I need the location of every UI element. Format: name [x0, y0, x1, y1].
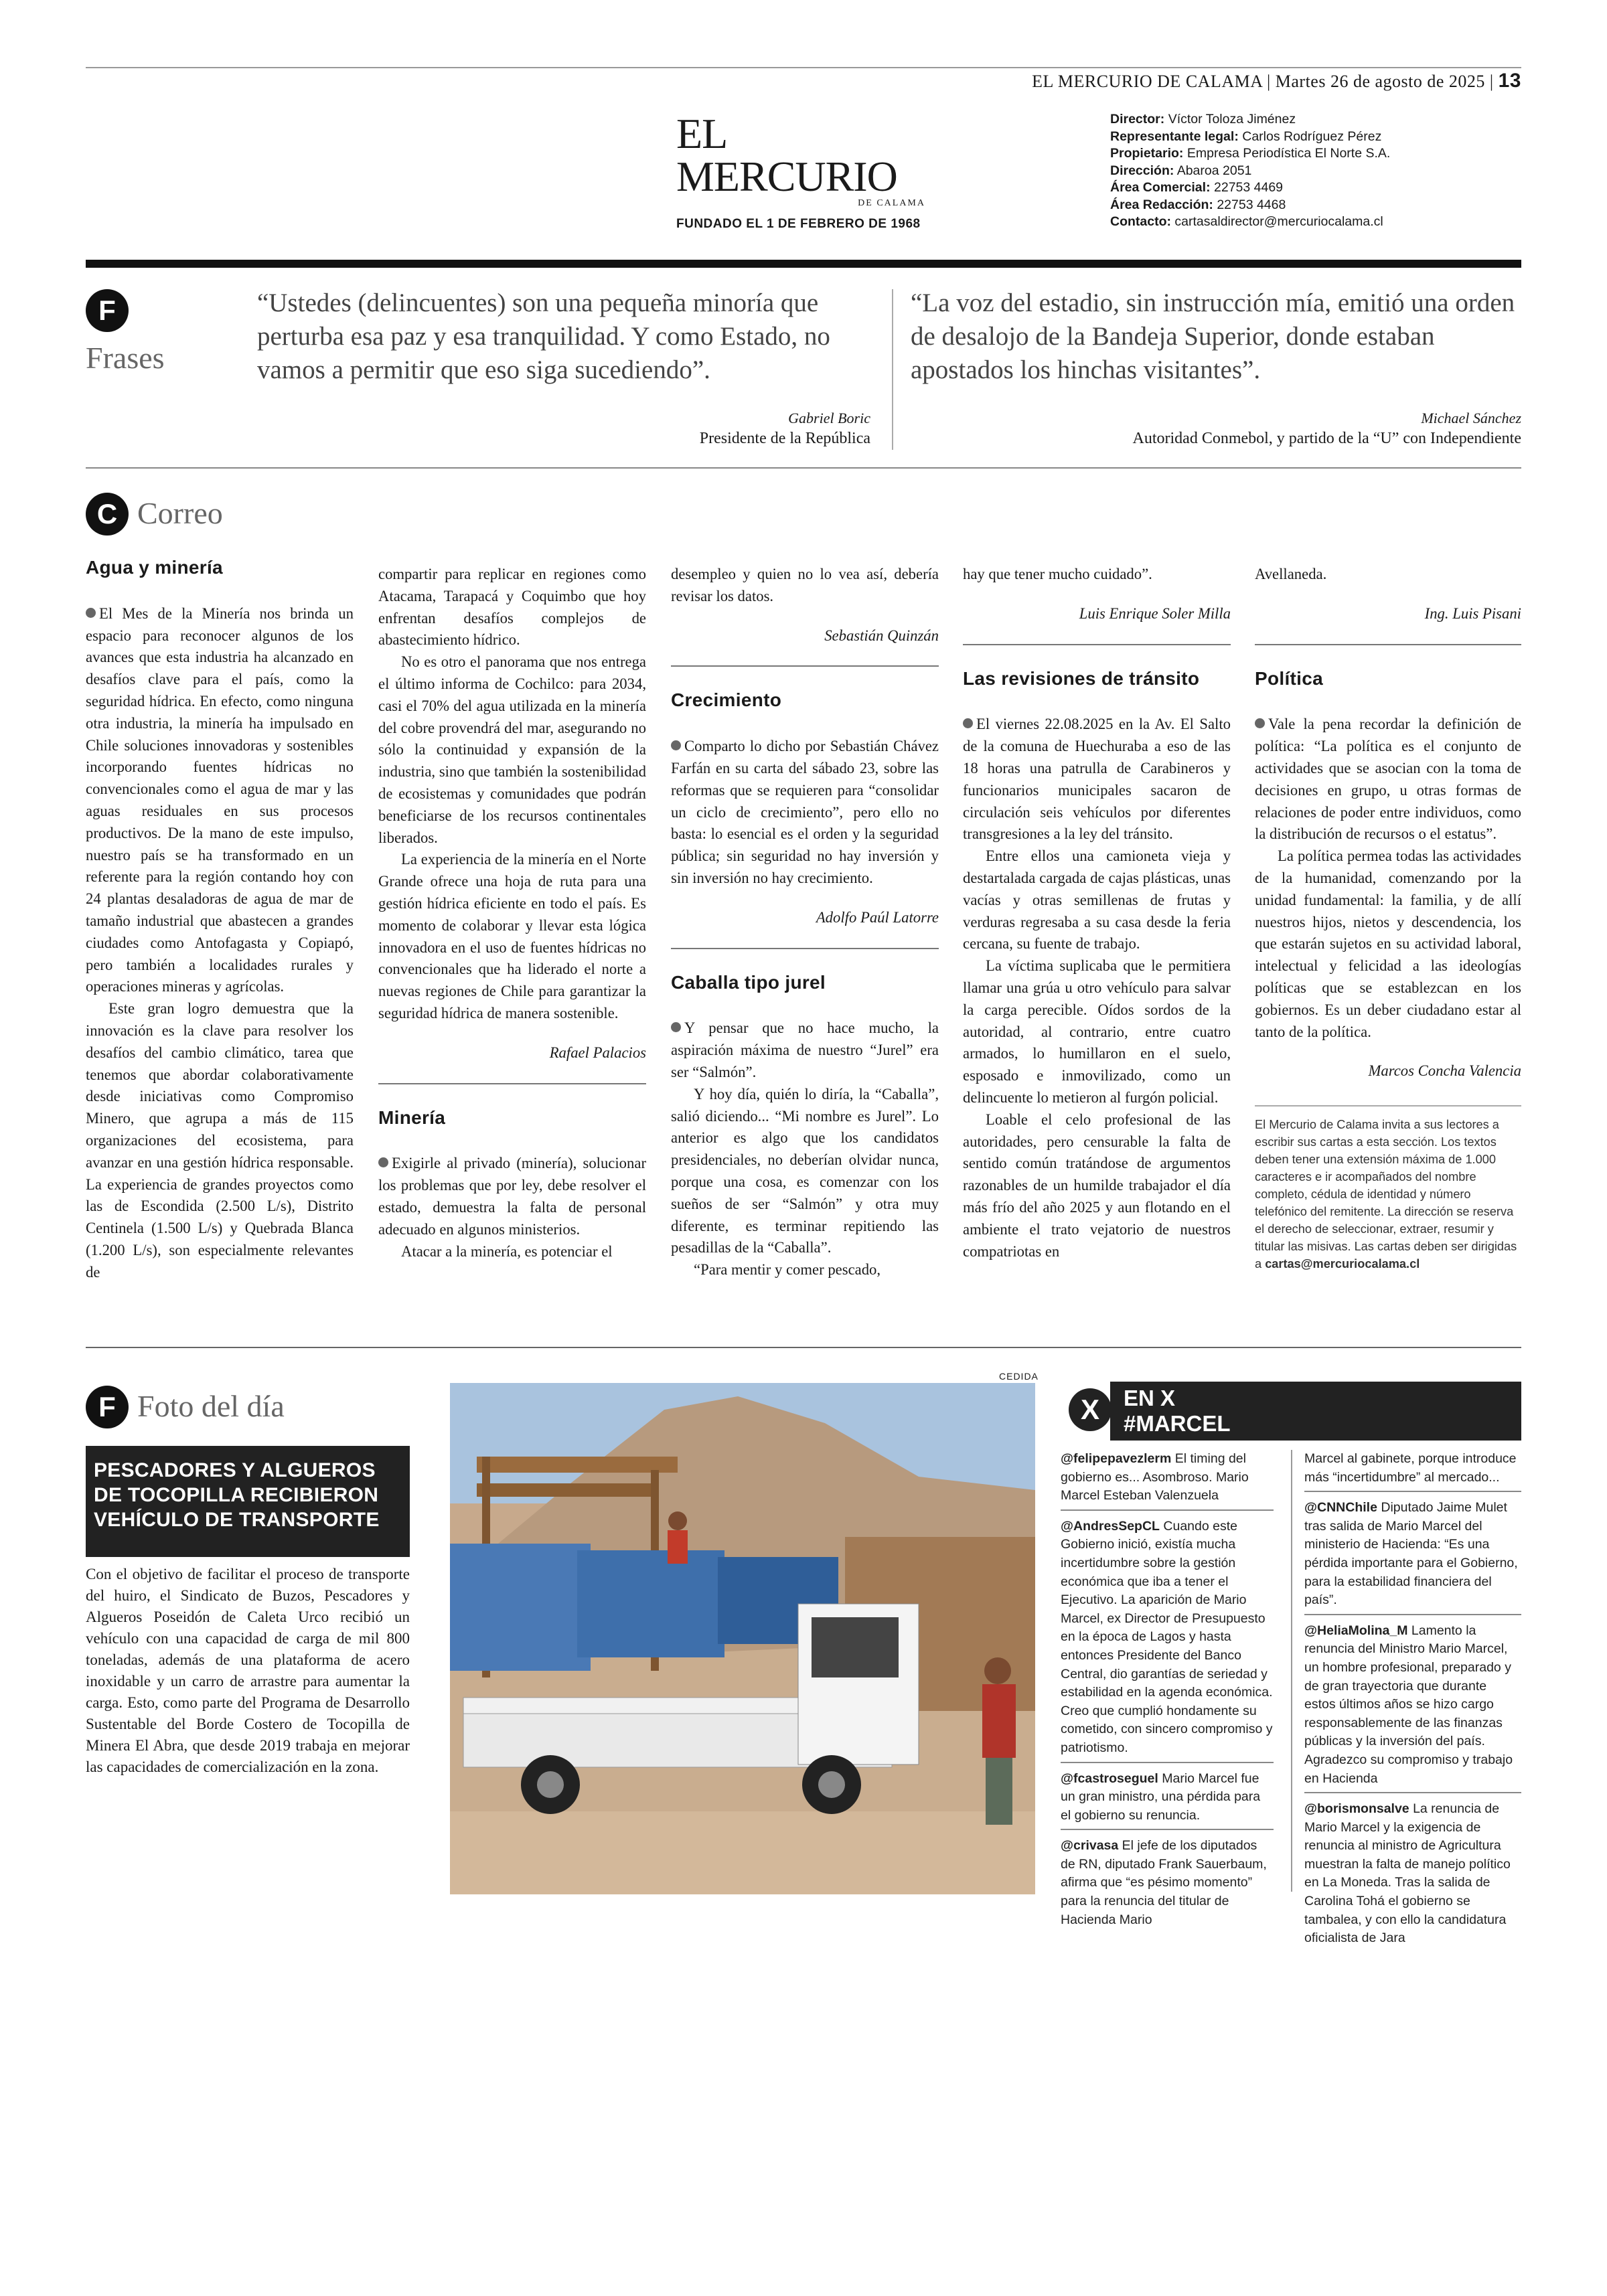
bullet-dot: [671, 1022, 681, 1032]
quote-1-role: Presidente de la República: [699, 430, 870, 447]
bullet-dot: [963, 718, 973, 728]
header-rule: [86, 67, 1521, 68]
letter-title: Crecimiento: [671, 689, 782, 711]
letter-paragraph: desempleo y quien no lo vea así, debería revisar los datos.: [671, 566, 939, 604]
staff-line: Director: Víctor Toloza Jiménez: [1110, 112, 1296, 127]
letter-paragraph: Vale la pena recordar la definición de política: “La política es el conjunto de actividades que se asocian con la toma de decisiones en grupo, u otras formas de relaciones de poder entre individuos, como la distribución de recursos o el estatus”.: [1255, 716, 1521, 843]
x-post: @HeliaMolina_M Lamento la renuncia del Ministro Mario Marcel, un hombre profesional, preparado y de gran trayectoria que durante estos últimos años se hizo cargo responsablemente de las finanzas públicas y la inversión del país. Agradezco su compromiso y trabajo en Hacienda: [1304, 1621, 1521, 1793]
x-badge: X: [1069, 1388, 1112, 1431]
letter-paragraph: Entre ellos una camioneta vieja y destartalada cargada de cajas plásticas, unas vacías y otras semillenas de frutas y verduras regresaba a su casa desde la feria cercana, su fuente de trabajo.: [963, 847, 1231, 953]
x-post: @fcastroseguel Mario Marcel fue un gran ministro, una pérdida para el gobierno su renuncia.: [1061, 1769, 1274, 1831]
bullet-dot: [671, 740, 681, 750]
letter-separator: [1255, 1105, 1521, 1106]
section-divider-thick: [86, 260, 1521, 268]
letter-signature: Marcos Concha Valencia: [1368, 1062, 1521, 1080]
x-handle[interactable]: @fcastroseguel: [1061, 1771, 1158, 1786]
letter-separator: [671, 948, 939, 949]
staff-line: Área Redacción: 22753 4468: [1110, 197, 1286, 212]
date-text: EL MERCURIO DE CALAMA | Martes 26 de agosto de 2025 |: [1032, 72, 1494, 91]
letter-separator: [963, 644, 1231, 645]
letter-signature: Sebastián Quinzán: [824, 627, 939, 644]
letter-paragraph: No es otro el panorama que nos entrega el último informa de Cochilco: para 2034, casi el 70% del agua utilizada en la minería del cobre provendrá del mar, asegurando no sólo la continuidad y expansión de la industria, sino que también la sostenibilidad de ecosistemas y comunidades que podrán beneficiarse de los recursos continentales liberados.: [378, 653, 646, 846]
letter-paragraph: “Para mentir y comer pescado,: [694, 1261, 881, 1279]
letter-paragraph: Loable el celo profesional de las autoridades, pero censurable la falta de sentido común tratándose de argumentos razonables de un humilde trabajador el día más frío del año 2025 y aun flotando en el ambiente el trato vejatorio de nuestros compatriotas en: [963, 1111, 1231, 1260]
letter-paragraph: Exigirle al privado (minería), solucionar los problemas que por ley, debe resolver el estado, demuestra la falta de personal adecuado en algunos ministerios.: [378, 1155, 646, 1238]
x-post: @AndresSepCL Cuando este Gobierno inició, existía mucha incertidumbre sobre la gestión económica que iba a tener el Ejecutivo. La aparición de Mario Marcel, ex Director de Presupuesto en la época de Lagos y hasta entonces Presidente del Banco Central, dio garantías de seriedad y estabilidad en la agenda económica. Creo que cumplió hondamente su cometido, con sincero compromiso y patriotismo.: [1061, 1516, 1274, 1763]
correo-badge: C: [86, 493, 129, 536]
photo-delivery-truck: [450, 1383, 1035, 1894]
letter-paragraph: El Mes de la Minería nos brinda un espacio para reconocer algunos de los avances que esta industria ha alcanzado en desafíos clave para el país, como la seguridad hídrica. En efecto, como ninguna otra industria, la minería ha impulsado en Chile soluciones innovadoras y sostenibles incorporando fuentes hídricas no convencionales como el agua de mar y las aguas residuales en sus procesos productivos. De la mano de este impulso, nuestro país se ha transformado en un referente para la región contando hoy con 24 plantas desaladoras de agua de mar de tamaño industrial que abastecen a grandes ciudades como Antofagasta y Copiapó, pero también a localidades rurales y operaciones mineras y agrícolas.: [86, 604, 354, 995]
logo-subtitle: DE CALAMA: [858, 198, 925, 208]
letter-paragraph: Atacar a la minería, es potenciar el: [401, 1242, 613, 1260]
bullet-dot: [1255, 718, 1265, 728]
quote-2-author: Michael Sánchez: [1421, 410, 1521, 426]
x-handle[interactable]: @felipepavezlerm: [1061, 1451, 1172, 1466]
letter-separator: [378, 1083, 646, 1084]
frases-badge: F: [86, 289, 129, 332]
notice-email[interactable]: cartas@mercuriocalama.cl: [1265, 1257, 1420, 1271]
correo-bottom-rule: [86, 1347, 1521, 1348]
x-post: @crivasa El jefe de los diputados de RN, diputado Frank Sauerbaum, afirma que “es pésimo momento” para la renuncia del titular de Hacienda Mario: [1061, 1838, 1267, 1927]
x-handle[interactable]: @crivasa: [1061, 1838, 1119, 1854]
x-handle[interactable]: @borismonsalve: [1304, 1801, 1409, 1817]
letter-signature: Ing. Luis Pisani: [1424, 604, 1521, 622]
staff-line: Dirección: Abaroa 2051: [1110, 163, 1252, 178]
quote-1-author: Gabriel Boric: [788, 410, 870, 426]
letter-paragraph: Y hoy día, quién lo diría, la “Caballa”, salió diciendo... “Mi nombre es Jurel”. Lo anterior es algo que los candidatos presidenciales, no deberían olvidar nunca, porque una cosa, es comenzar con los sueños de ser “Salmón” y otra muy diferente, es terminar repitiendo las pesadillas de la “Caballa”.: [671, 1085, 939, 1256]
letter-paragraph: Comparto lo dicho por Sebastián Chávez Farfán en su carta del sábado 23, sobre las reformas que se requieren para “consolidar un ciclo de crecimiento”, pero ello no basta: lo esencial es el orden y la seguridad pública; sin seguridad no hay inversión y sin inversión no hay crecimiento.: [671, 738, 939, 886]
letter-paragraph: La víctima suplicaba que le permitiera llamar una grúa u otro vehículo para salvar la carga perecible. Oídos sordos de la autoridad, al contrario, entre cuatro armados, lo humillaron en el suelo, esposado e inmovilizado, como un delincuente lo metieron al furgón policial.: [963, 957, 1231, 1106]
quote-2-role: Autoridad Conmebol, y partido de la “U” con Independiente: [1132, 430, 1521, 447]
x-handle[interactable]: @HeliaMolina_M: [1304, 1623, 1408, 1638]
founded-line: FUNDADO EL 1 DE FEBRERO DE 1968: [676, 217, 921, 231]
bullet-dot: [86, 608, 96, 618]
staff-line: Contacto: cartasaldirector@mercuriocalama.cl: [1110, 214, 1383, 229]
quote-2: “La voz del estadio, sin instrucción mía, emitió una orden de desalojo de la Bandeja Superior, donde estaban apostados los hinchas visitantes”.: [911, 289, 1515, 384]
x-header: [1124, 1386, 1231, 1437]
x-posts-column-2: [1304, 1449, 1521, 1957]
letter-separator: [671, 665, 939, 667]
letter-paragraph: compartir para replicar en regiones como Atacama, Tarapacá y Coquimbo que hoy enfrentan desafíos complejos de abastecimiento hídrico.: [378, 566, 646, 649]
photo-illustration: [450, 1383, 1035, 1894]
page-number: 13: [1498, 70, 1521, 92]
logo-name: EL MERCURIO: [676, 110, 897, 200]
staff-line: Representante legal: Carlos Rodríguez Pérez: [1110, 129, 1382, 144]
letter-column-5: [1255, 564, 1521, 1273]
frases-bottom-rule: [86, 467, 1521, 469]
letter-paragraph: Y pensar que no hace mucho, la aspiración máxima de nuestro “Jurel” era ser “Salmón”.: [671, 1019, 939, 1080]
letter-signature: Adolfo Paúl Latorre: [816, 908, 939, 926]
letter-title: Caballa tipo jurel: [671, 971, 826, 993]
bullet-dot: [378, 1157, 388, 1167]
x-posts-column-1: [1061, 1449, 1274, 1939]
x-column-divider: [1291, 1450, 1292, 1892]
letter-column-3: [671, 564, 939, 1281]
letter-signature: Rafael Palacios: [549, 1044, 646, 1061]
letter-title: Política: [1255, 667, 1323, 689]
x-handle[interactable]: @CNNChile: [1304, 1500, 1377, 1515]
photo-credit: CEDIDA: [999, 1371, 1039, 1382]
x-post: @borismonsalve La renuncia de Mario Marcel y la exigencia de renuncia al ministro de Agricultura muestran la falta de manejo político en La Moneda. Tras la salida de Carolina Tohá el gobierno se tambalea, y con ello la candidatura oficialista de Jara: [1304, 1801, 1511, 1946]
letter-paragraph: Avellaneda.: [1255, 566, 1327, 582]
letter-paragraph: La experiencia de la minería en el Norte Grande ofrece una hoja de ruta para una gestión hídrica eficiente en todo el país. Es momento de colaborar y llevar esta lógica innovadora en el uso de fuentes hídricas no convencionales que ha liderado el norte a nuevas regiones de Chile para garantizar la seguridad hídrica de manera sostenible.: [378, 851, 646, 1021]
masthead-logo: [676, 112, 931, 232]
letter-title: Minería: [378, 1106, 446, 1128]
correo-label: Correo: [137, 496, 223, 530]
letter-title: Las revisiones de tránsito: [963, 667, 1200, 689]
quote-1: “Ustedes (delincuentes) son una pequeña minoría que perturba esa paz y esa tranquilidad. Y como Estado, no vamos a permitir que eso siga sucediendo”.: [257, 289, 830, 384]
date-line: [1032, 70, 1521, 92]
letter-paragraph: La política permea todas las actividades de la humanidad, comenzando por la unidad fundamental: la familia, y de allí nuestros hijos, nietos y descendencia, los que estarán sujetos en su actividad laboral, intelectual y felicidad a las ideologías políticas que se establezcan en los gobiernos. Es un deber ciudadano estar al tanto de la política.: [1255, 847, 1521, 1040]
letter-paragraph: El viernes 22.08.2025 en la Av. El Salto de la comuna de Huechuraba a eso de las 18 horas una patrulla de Carabineros y funcionarios municipales sacaron de circulación seis vehículos por diferentes transgresiones a la ley del tránsito.: [963, 716, 1231, 843]
x-post: @felipepavezlerm El timing del gobierno es... Asombroso. Mario Marcel Esteban Valenzuela: [1061, 1449, 1274, 1511]
staff-line: Propietario: Empresa Periodística El Norte S.A.: [1110, 146, 1391, 161]
letter-paragraph: Este gran logro demuestra que la innovación es la clave para resolver los desafíos del cambio climático, tarea que tenemos que abordar colaborativamente desde iniciativas como Compromiso Minero, que agrupa a más de 115 organizaciones del ecosistema, para avanzar en una gestión hídrica responsable. La experiencia de grandes proyectos como las de Escondida (2.500 L/s), Distrito Centinela (1.500 L/s) y Quebrada Blanca (1.200 L/s), son especialmente relevantes de: [86, 1000, 354, 1281]
photo-caption: Con el objetivo de facilitar el proceso de transporte del huiro, el Sindicato de Buzos, Pescadores y Algueros Poseidón de Caleta Urco recibió un vehículo con una capacidad de carga de mil 800 toneladas, además de una plataforma de acero inoxidable y un carro de arrastre para aumentar la carga. Esto, como parte del Programa de Desarrollo Sustentable del Borde Costero de Tocopilla de Minera El Abra, que desde 2019 trabaja en mejorar las capacidades de comercialización en la zona.: [86, 1566, 410, 1775]
x-post: @CNNChile Diputado Jaime Mulet tras salida de Mario Marcel del ministerio de Hacienda: “Es una pérdida importante para el Gobierno, para la estabilidad financiera del país”.: [1304, 1497, 1521, 1615]
letter-paragraph: hay que tener mucho cuidado”.: [963, 566, 1152, 582]
quote-divider: [892, 289, 893, 450]
letter-title: Agua y minería: [86, 557, 223, 578]
frases-label: Frases: [86, 341, 165, 375]
photo-headline: PESCADORES Y ALGUEROS DE TOCOPILLA RECIBIERON VEHÍCULO DE TRANSPORTE: [86, 1446, 410, 1557]
foto-badge: F: [86, 1386, 129, 1428]
x-post: Marcel al gabinete, porque introduce más “incertidumbre” al mercado...: [1304, 1449, 1521, 1492]
letter-separator: [1255, 644, 1521, 645]
letter-column-1: [86, 557, 354, 1284]
letter-signature: Luis Enrique Soler Milla: [1079, 604, 1231, 622]
x-handle[interactable]: @AndresSepCL: [1061, 1518, 1160, 1534]
x-header-hashtag: #MARCEL: [1124, 1411, 1231, 1436]
staff-box: [1110, 111, 1390, 231]
letter-column-2: [378, 564, 646, 1262]
x-header-line1: EN X: [1124, 1386, 1176, 1410]
submission-notice: El Mercurio de Calama invita a sus lectores a escribir sus cartas a esta sección. Los textos deben tener una extensión máxima de 1.000 caracteres e ir acompañados del nombre completo, cédula de identidad y número telefónico del remitente. La dirección se reserva el derecho de seleccionar, extraer, resumir y titular las misivas. Las cartas deben ser dirigidas a cartas@mercuriocalama.cl: [1255, 1118, 1517, 1271]
letter-column-4: [963, 564, 1231, 1262]
staff-line: Área Comercial: 22753 4469: [1110, 180, 1284, 195]
foto-label: Foto del día: [137, 1389, 285, 1423]
